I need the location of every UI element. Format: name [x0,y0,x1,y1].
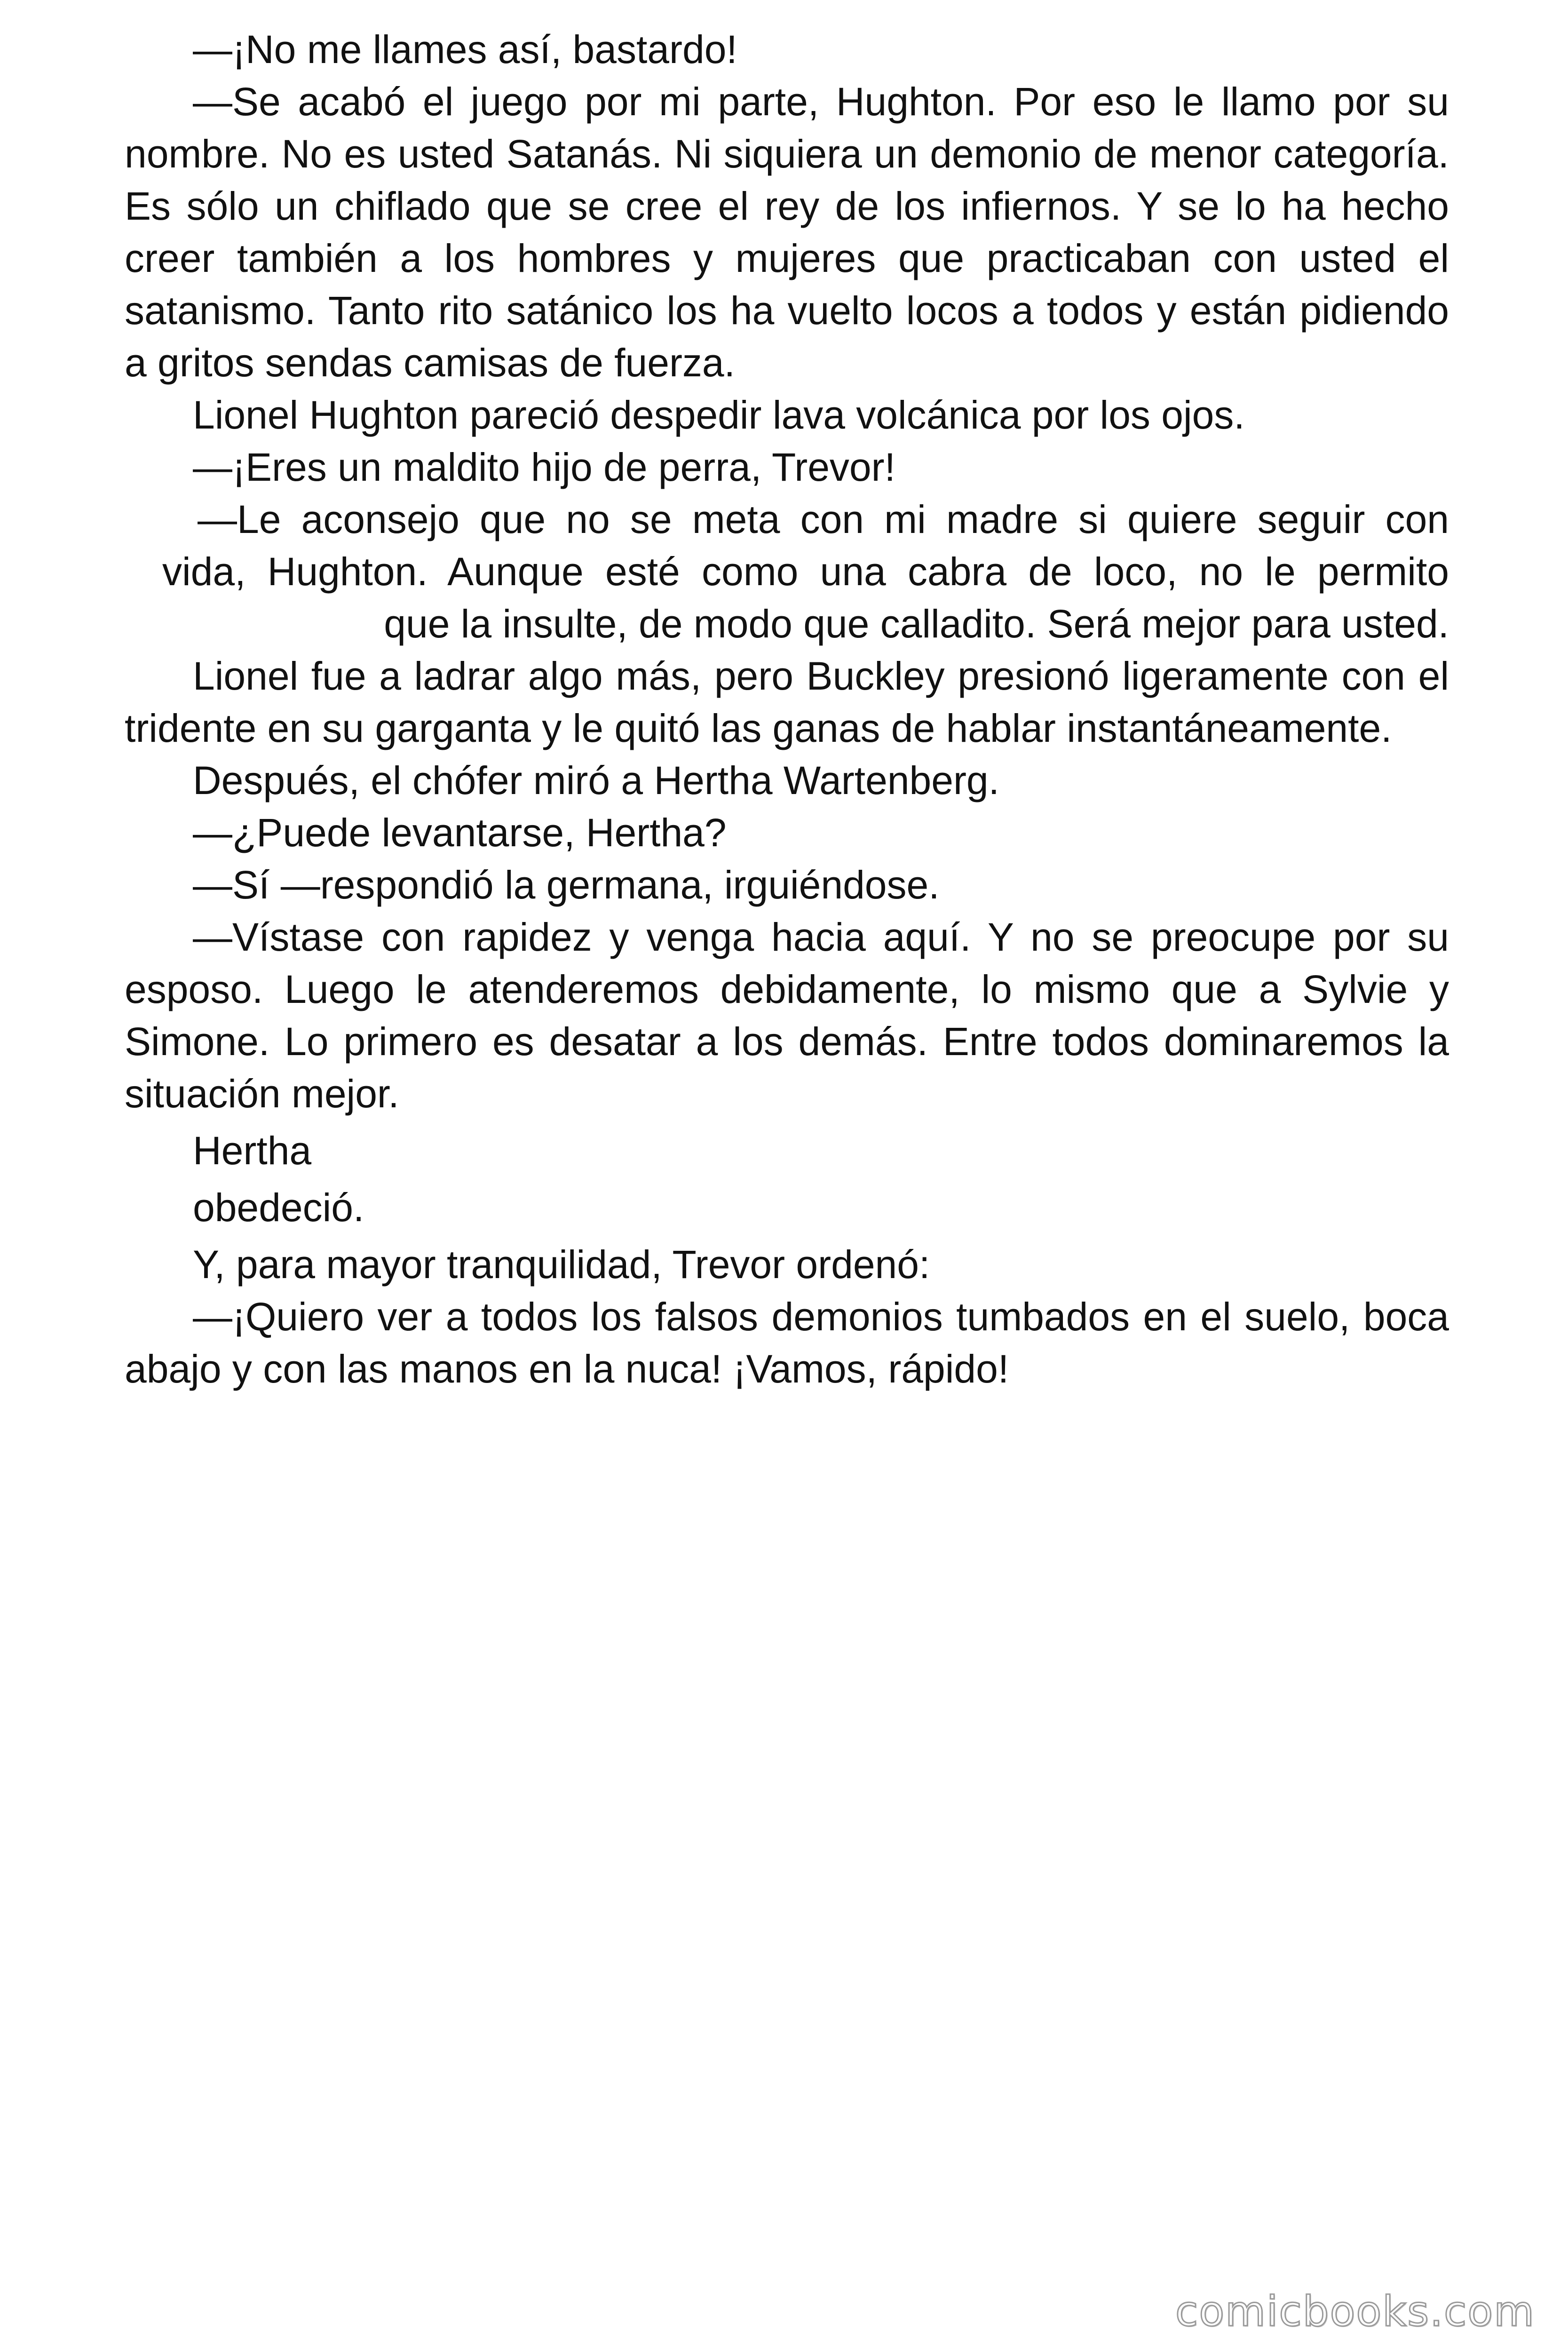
paragraph-7: Después, el chófer miró a Hertha Wartenberg. [193,758,999,803]
paragraph-8: —¿Puede levantarse, Hertha? [193,810,727,855]
paragraph-4: —¡Eres un maldito hijo de perra, Trevor! [193,445,895,489]
paragraph-13: Y, para mayor tranquilidad, Trevor ordenó: [193,1242,930,1287]
paragraph-1: —¡No me llames así, bastardo! [193,27,737,72]
paragraph-5 [125,493,1449,650]
paragraph-11: Hertha [193,1128,312,1173]
paragraph-12: obedeció. [193,1185,364,1230]
paragraph-2: —Se acabó el juego por mi parte, Hughton. Por eso le llamo por su nombre. No es usted Satanás. Ni siquiera un demonio de menor categoría. Es sólo un chiflado que se cree el rey de los infiernos. Y se lo ha hecho creer también a los hombres y mujeres que practicaban con usted el satanismo. Tanto rito satánico los ha vuelto locos a todos y están pidiendo a gritos sendas camisas de fuerza. [125,79,1449,385]
paragraph-10: —Vístase con rapidez y venga hacia aquí. Y no se preocupe por su esposo. Luego le atenderemos debidamente, lo mismo que a Sylvie y Simone. Lo primero es desatar a los demás. Entre todos dominaremos la situación mejor. [125,915,1449,1116]
paragraph-5-line-3: que la insulte, de modo que calladito. Será mejor para usted. [384,602,1449,646]
paragraph-14: —¡Quiero ver a todos los falsos demonios tumbados en el suelo, boca abajo y con las manos en la nuca! ¡Vamos, rápido! [125,1295,1449,1391]
body-text [125,24,1449,1395]
paragraph-5-line-2: vida, Hughton. Aunque esté como una cabra de loco, no le permito [162,549,1449,594]
watermark-logo: comicbooks.com [1175,2287,1535,2336]
paragraph-3: Lionel Hughton pareció despedir lava volcánica por los ojos. [193,393,1245,437]
paragraph-6: Lionel fue a ladrar algo más, pero Buckley presionó ligeramente con el tridente en su garganta y le quitó las ganas de hablar instantáneamente. [125,654,1449,750]
paragraph-5-line-1: —Le aconsejo que no se meta con mi madre si quiere seguir con [198,497,1449,541]
paragraph-9: —Sí —respondió la germana, irguiéndose. [193,863,940,907]
